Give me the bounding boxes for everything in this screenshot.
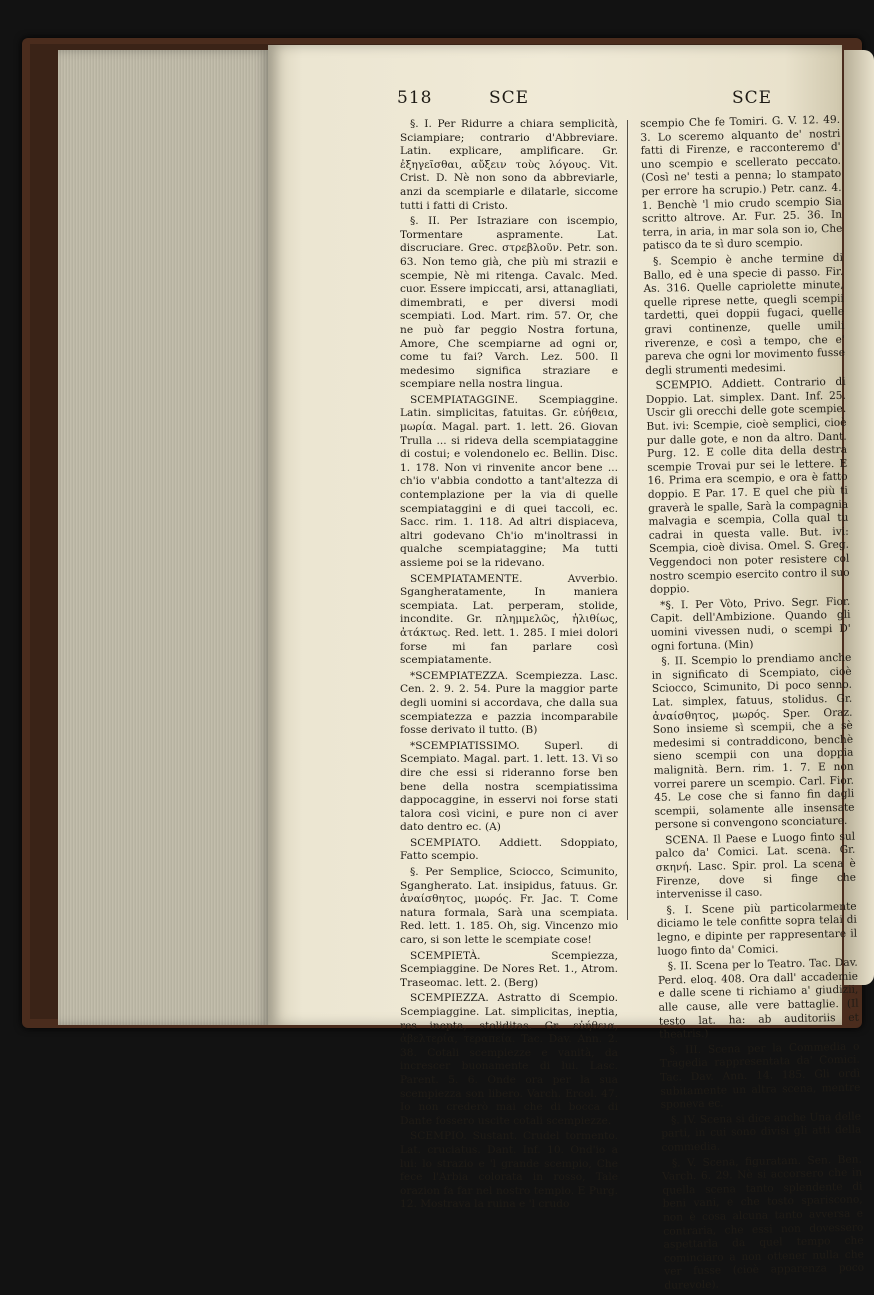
entry-paragraph: §. I. Per Ridurre a chiara semplicità, Sciampiare; contrario d'Abbreviare. Latin. explicare, amplificare. Gr. ἐξηγεῖσθαι, αὔξειν τοὺς λόγους. Vit. Crist. D. Nè non sono da abbreviarle, anzi da scempiarle e dilatarle, siccome tutti i fatti di Cristo. xyxy=(400,118,618,212)
entry-paragraph: *§. I. Per Vòto, Privo. Segr. Fior. Capit. dell'Ambizione. Quando gli uomini vivessen nudi, o scempi D' ogni fortuna. (Min) xyxy=(650,595,851,653)
entry-paragraph: §. II. Per Istraziare con iscempio, Tormentare aspramente. Lat. discruciare. Grec. στρεβλοῦν. Petr. son. 63. Non temo già, che più mi strazii e scempie, Nè mi ritenga. Cavalc. Med. cuor. Essere impiccati, arsi, attanagliati, dimembrati, e per diversi modi scempiati. Lod. Mart. rim. 57. Or, che ne può far peggio Nostra fortuna, Amore, Che scempiarne ad ogni or, come tu fai? Varch. Lez. 500. Il medesimo significa straziare e scempiare nella nostra lingua. xyxy=(400,215,618,391)
entry-paragraph: §. II. Scena per lo Teatro. Tac. Dav. Perd. eloq. 408. Ora dall' accademie e dalle scene ti richiamo a' giudizii, alle cause, alle vere battaglie. (Il testo lat. ha: ab auditoriis et theatris.) xyxy=(657,956,860,1041)
entry-paragraph: SCEMPIETÀ. Scempiezza, Scempiaggine. De Nores Ret. 1., Atrom. Traseomac. lett. 2. (Berg) xyxy=(400,949,618,989)
page-number: 518 xyxy=(397,88,433,108)
entry-paragraph: §. I. Scene più particolarmente diciamo le tele confitte sopra telai di legno, e dipinte per rappresentare il luogo finto da' Comici. xyxy=(656,900,858,958)
entry-paragraph: §. IV. Scena si dice anche Una delle parti, in cui sono divisi gli atti della commedia. xyxy=(661,1110,862,1154)
entry-paragraph: SCEMPIATO. Addiett. Sdoppiato, Fatto scempio. xyxy=(400,836,618,863)
page-stack-edge xyxy=(58,50,270,1025)
entry-paragraph: SCEMPIEZZA. Astratto di Scempio. Scempiaggine. Lat. simplicitas, ineptia, res inepta, stoliditas. Gr. εὐήθεια, ἀβελτερία, τεραπεία. Tac. Dav. Ann. 2. 38. Cotali scempiezze e vanità, da increscer buonamente di lui. Lasc. Parent. 5. 6. Onde ora per la sua scempiezza son libero. Varch. Ercol. 47. Io non crederò mai che di bocca di Dante fossero uscite cotali scempiezze. xyxy=(400,992,618,1127)
entry-paragraph: scempio Che fe Tomiri. G. V. 12. 49. 3. Lo sceremo alquanto de' nostri fatti di Firenze, e racconteremo d' uno scempio e scellerato peccato. (Così ne' testi a penna; lo stampato per errore ha scrupio.) Petr. canz. 4. 1. Benchè 'l mio crudo scempio Sia scritto altrove. Ar. Fur. 25. 36. In terra, in aria, in mar sola son io, Che patisco da te sì duro scempio. xyxy=(640,113,843,253)
entry-paragraph: SCEMPIATAMENTE. Avverbio. Sgangheratamente, In maniera scempiata. Lat. perperam, stolide, incondite. Gr. πλημμελῶς, ἠλιθίως, ἀτάκτως. Red. lett. 1. 285. I miei dolori forse mi fan parlare così scempiatamente. xyxy=(400,572,618,667)
entry-paragraph: *SCEMPIATISSIMO. Superl. di Scempiato. Magal. part. 1. lett. 13. Vi so dire che essi si rideranno forse ben bene della nostra scempiatissima dappocaggine, in esservi noi forse stati talora così vicini, e pure non ci aver dato dentro ec. (A) xyxy=(400,739,618,834)
entry-paragraph: §. II. Scempio lo prendiamo anche in significato di Scempiato, cioè Sciocco, Scimunito, Di poco senno. Lat. simplex, fatuus, stolidus. Gr. ἀναίσθητος, μωρός. Sper. Oraz. Sono insieme sì scempii, che a sè medesimi si contraddicono, benchè sieno scempii con una doppia malignità. Bern. rim. 1. 7. E non vorrei parere un scempio. Carl. Fior. 45. Le cose che si fanno fin dagli scempii, solamente alle insensate persone si convengono sconciature. xyxy=(651,651,855,832)
left-column xyxy=(400,118,618,1214)
left-running-head: SCE xyxy=(489,88,530,108)
entry-paragraph: SCEMPIO. Sustant. Crudel tormento. Lat. cruciatus. Dant. Inf. 10. Ond'io a lui: lo strazio e 'l grande scempio, Che fece l'Arbia colorata in rosso, Tale orazion fa far nel nostro tempio. E Purg. 12. Mostrava la ruina e 'l crudo xyxy=(400,1130,618,1211)
entry-paragraph: *SCEMPIATEZZA. Scempiezza. Lasc. Cen. 2. 9. 2. 54. Pure la maggior parte degli uomini si accordava, che dalla sua scempiatezza e pazzia incomparabile fosse derivato il tutto. (B) xyxy=(400,669,618,737)
entry-paragraph: SCENA. Il Paese e Luogo finto sul palco da' Comici. Lat. scena. Gr. σκηνή. Lasc. Spir. prol. La scena è Firenze, dove si finge che intervenisse il caso. xyxy=(655,830,857,902)
entry-paragraph: SCEMPIATAGGINE. Scempiaggine. Latin. simplicitas, fatuitas. Gr. εὐήθεια, μωρία. Magal. part. 1. lett. 26. Giovan Trulla ... si rideva della scempiataggine di costui; e volendonelo ec. Bellin. Disc. 1. 178. Non vi rinvenite ancor bene ... ch'io v'abbia condotto a tant'altezza di contemplazione per la via di quelle scempiataggini e di quei taccoli, ec. Sacc. rim. 1. 118. Ad altri dispiaceva, altri godevano Ch'io m'inoltrassi in qualche scempiataggine; Ma tutti assieme poi se la ridevano. xyxy=(400,393,618,569)
entry-paragraph: §. Scempio è anche termine di Ballo, ed è una specie di passo. Fir. As. 316. Quelle capriolette minute, quelle riprese nette, quegli scempii tardetti, quei doppii fugaci, quelle gravi continenze, quelle umili riverenze, e così a tempo, che e' pareva che ogni lor movimento fusse degli strumenti medesimi. xyxy=(643,251,846,377)
column-rule xyxy=(627,120,628,920)
right-running-head: SCE xyxy=(732,88,773,108)
entry-paragraph: §. Per Semplice, Sciocco, Scimunito, Sgangherato. Lat. insipidus, fatuus. Gr. ἀναίσθητος, μωρός. Fr. Jac. T. Come natura formala, Sarà una scempiata. Red. lett. 1. 185. Oh, sig. Vincenzo mio caro, si son lette le scempiate cose! xyxy=(400,866,618,947)
entry-paragraph: §. V. Scena, figuratam. Sen. Ben. Varch. 6. 29. Nè si accorsero che in quella scena tanto splendente di beni vani, e che tosto spariscono, non è cosa alcuna tanto avversa e contraria, che essi non dovessero aspettarla da quel tempo che cominciaro a non ottener nulla che ver fusse (cioè apparenza poco durevole). xyxy=(662,1153,865,1292)
right-column xyxy=(640,114,865,1295)
entry-paragraph: SCEMPIO. Addiett. Contrario di Doppio. Lat. simplex. Dant. Inf. 25. Uscir gli orecchi delle gote scempie. But. ivi: Scempie, cioè semplici, cioè pur dalle gote, e non da altro. Dant. Purg. 12. E colle dita della destra scempie Trovai pur sei le lettere. E 16. Prima era scempio, e ora è fatto doppio. E Par. 17. E quel che più ti graverà le spalle, Sarà la compagnia malvagia e scempia, Colla qual tu cadrai in questa valle. But. ivi: Scempia, cioè divisa. Omel. S. Greg. Veggendoci non poter resistere col nostro scempio esercito contro il suo doppio. xyxy=(645,376,850,597)
entry-paragraph: §. III. Scena per la Commedia o Tragedia rappresentata da' Comici. Tac. Dav. Ann. 14. 185. Gli ordì subitamente un altra scena, mentre sponeva ec. xyxy=(659,1040,861,1111)
